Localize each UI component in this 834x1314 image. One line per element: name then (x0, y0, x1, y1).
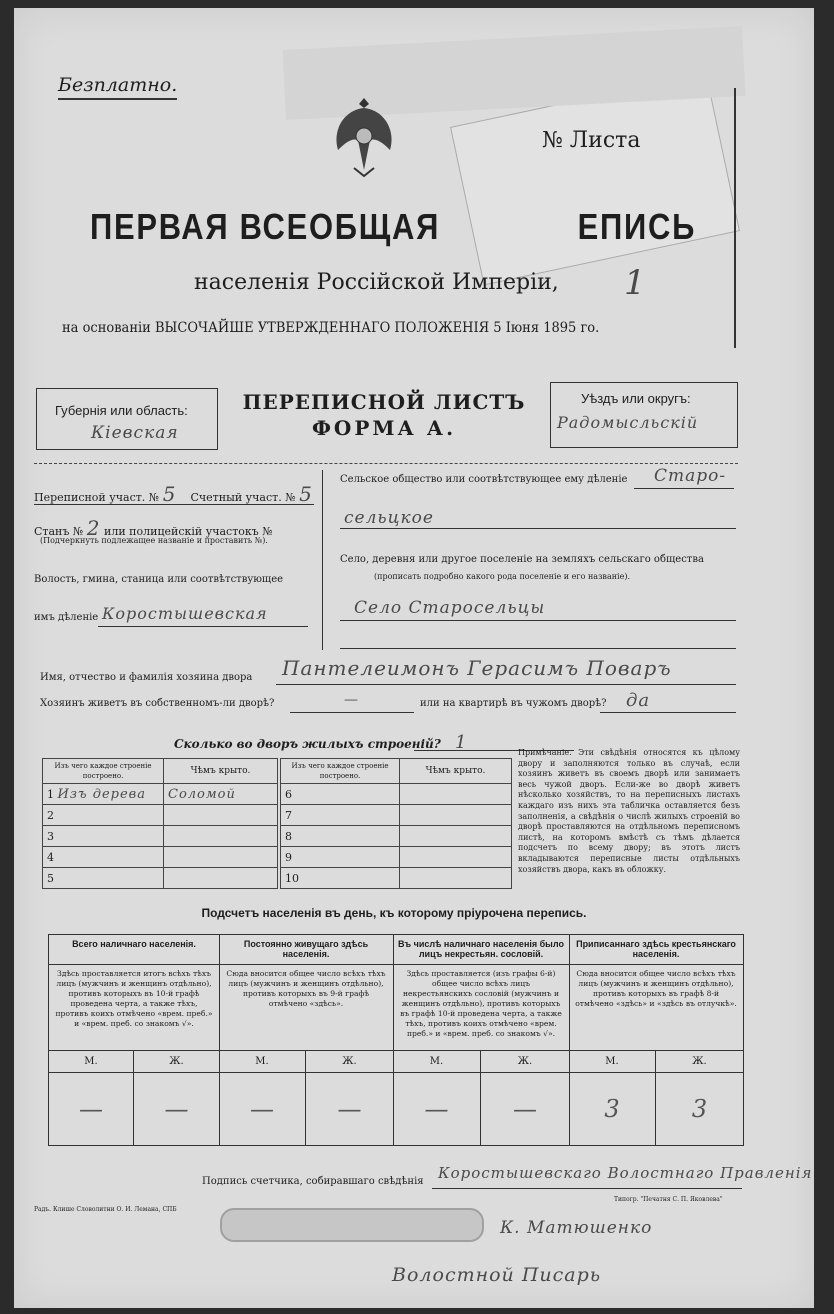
form-title (224, 390, 544, 440)
owner-name-line (276, 684, 736, 685)
province-box (36, 388, 218, 450)
tally-m-label: М. (219, 1051, 306, 1073)
tally-column-desc: Сюда вносится общее число всѣхъ тѣхъ лицъ (мужчинъ и женщинъ отдѣльно), противъ которыхъ въ графѣ 8-й отмѣчено «здѣсь» и «здѣсь въ отлучкѣ». (569, 965, 743, 1051)
census-plot-row (34, 482, 313, 506)
village-line-2 (340, 648, 736, 649)
district-value: Радомысльскій (557, 413, 699, 432)
form-title-line2: ФОРМА А. (311, 416, 457, 440)
row-number: 8 (281, 826, 400, 847)
col-material-head: Изъ чего каждое строеніе построено. (43, 759, 164, 784)
col-roof-head: Чѣмъ крыто. (400, 759, 512, 784)
row-number: 9 (281, 847, 400, 868)
village-line-1 (340, 620, 736, 621)
signature-line (432, 1188, 742, 1189)
row-number: 7 (281, 805, 400, 826)
buildings-note: Примѣчаніе. Эти свѣдѣнія относятся къ цѣлому двору и заполняются только въ случаѣ, если хозяинъ живетъ въ своемъ дворѣ или занимаетъ весь чужой дворъ. Если-же во дворѣ живетъ нѣсколько хозяйствъ, то на переписныхъ листахъ каждаго изъ нихъ эта табличка оставляется безъ заполненія, а свѣдѣнія о числѣ жилыхъ строеній во дворѣ проставляются на отдѣльномъ переписномъ листѣ, на которомъ вмѣстѣ съ тѣмъ дѣлается подсчетъ по всему двору; въ этотъ листъ вкладываются переписные листы отдѣльныхъ хозяйствъ двора, какъ въ обложку. (518, 748, 740, 874)
tally-m-label: М. (49, 1051, 134, 1073)
sheet-number-value: 1 (624, 263, 647, 303)
tally-m-value: — (219, 1073, 306, 1145)
society-label: Сельское общество или соотвѣтствующее ему дѣленіе (340, 474, 628, 485)
right-edge-rule (734, 88, 736, 348)
society-line-2 (340, 528, 736, 529)
volost-label-2: имъ дѣленіе (34, 612, 99, 623)
signature-name: К. Матюшенко (500, 1218, 653, 1238)
table-row (43, 826, 278, 847)
society-value-2: сельцкое (344, 508, 434, 528)
owner-rent-value: да (626, 690, 651, 711)
owner-name-label: Имя, отчество и фамилія хозяина двора (40, 672, 253, 683)
volost-value: Коростышевская (102, 604, 268, 623)
row-number: 2 (43, 805, 164, 826)
tally-m-value: 3 (569, 1073, 656, 1145)
buildings-table-left (42, 758, 278, 889)
stan-value: 2 (86, 516, 101, 540)
tally-column-desc: Здѣсь проставляется (изъ графы 6-й) общее число всѣхъ лицъ некрестьянскихъ сословій (мужчинъ и женщинъ отдѣльно), противъ которыхъ въ графѣ 10-й проведена черта, а также тѣхъ, противъ коихъ отмѣчено «врем. преб.» и «врем. преб. со знакомъ √». (393, 965, 569, 1051)
table-row (281, 805, 512, 826)
village-label: Село, деревня или другое поселеніе на земляхъ сельскаго общества (340, 554, 704, 565)
tally-column (49, 935, 220, 1145)
buildings-question-answer: 1 (455, 732, 468, 753)
free-label: Безплатно. (58, 74, 177, 100)
row-number: 5 (43, 868, 164, 889)
building-roof (164, 847, 278, 868)
district-box (550, 382, 738, 448)
village-note: (прописать подробно какого рода поселеніе и его названіе). (374, 572, 630, 581)
fields-divider (322, 470, 323, 650)
owner-name-value: Пантелеимонъ Герасимъ Поваръ (282, 656, 672, 680)
tally-m-label: М. (393, 1051, 481, 1073)
row-number: 4 (43, 847, 164, 868)
table-row (43, 805, 278, 826)
buildings-question-label: Сколько во дворъ жилыхъ строеній? (174, 737, 441, 751)
underline-note: (Подчеркнуть подлежащее названіе и проставить №). (40, 536, 268, 545)
tally-f-label: Ж. (481, 1051, 569, 1073)
row-number: 10 (281, 868, 400, 889)
tally-m-label: М. (569, 1051, 656, 1073)
tally-column-head: Постоянно живущаго здѣсь населенія. (219, 935, 393, 965)
tally-f-value: 3 (691, 1095, 708, 1123)
row-number: 6 (281, 784, 400, 805)
form-title-line1: ПЕРЕПИСНОЙ ЛИСТЪ (242, 390, 526, 414)
owner-own-label: Хозяинъ живетъ въ собственномъ-ли дворѣ? (40, 698, 275, 709)
society-value-1: Старо- (654, 466, 727, 486)
tally-f-label: Ж. (134, 1051, 219, 1073)
table-row (43, 784, 278, 805)
tally-table (48, 934, 744, 1146)
tally-f-label: Ж. (306, 1051, 393, 1073)
tally-column-desc: Здѣсь проставляется итогъ всѣхъ тѣхъ лицъ (мужчинъ и женщинъ отдѣльно), противъ которыхъ въ 10-й графѣ проведена черта, а также тѣхъ, противъ коихъ отмѣчено «врем. преб.» и «врем. преб. со знакомъ √». (49, 965, 219, 1051)
census-sheet (14, 8, 814, 1308)
tally-column-desc: Сюда вносится общее число всѣхъ тѣхъ лицъ (мужчинъ и женщинъ отдѣльно), противъ которыхъ въ 9-й графѣ отмѣчено «здѣсь». (219, 965, 393, 1051)
province-label: Губернія или область: (55, 403, 188, 418)
village-value: Село Старосельцы (354, 598, 546, 618)
building-roof (164, 805, 278, 826)
owner-rent-line (600, 712, 736, 713)
tally-f-value: — (164, 1095, 189, 1123)
tally-f-value: — (513, 1095, 537, 1123)
col-material-head: Изъ чего каждое строеніе построено. (281, 759, 400, 784)
stamp-smudge (220, 1208, 484, 1242)
owner-rent-label: или на квартирѣ въ чужомъ дворѣ? (420, 698, 607, 709)
census-title-end: ЕПИСЬ (577, 206, 697, 247)
printer-left: Радъ. Клише Словолитни О. И. Лемана, СПБ (34, 1206, 177, 1213)
census-plot-value: 5 (162, 482, 177, 506)
table-row (281, 868, 512, 889)
legal-basis: на основаніи ВЫСОЧАЙШЕ УТВЕРЖДЕННАГО ПОЛОЖЕНІЯ 5 Іюня 1895 го. (62, 320, 600, 336)
tally-column (393, 935, 570, 1145)
tally-column (219, 935, 394, 1145)
table-row (281, 826, 512, 847)
tally-m-value: — (49, 1073, 134, 1145)
tally-f-label: Ж. (656, 1051, 743, 1073)
tally-f-value: — (337, 1095, 362, 1123)
census-plot-label: Переписной участ. № (34, 491, 160, 504)
row-number: 1 (47, 787, 54, 801)
table-row (43, 847, 278, 868)
owner-own-line (290, 712, 414, 713)
row-number: 3 (43, 826, 164, 847)
tally-m-value: — (393, 1073, 481, 1145)
signature-title: Волостной Писарь (392, 1264, 602, 1286)
printer-right: Типогр. "Печатня С. П. Яковлева" (614, 1196, 723, 1203)
col-roof-head: Чѣмъ крыто. (164, 759, 278, 784)
building-material: Изъ дерева (57, 786, 146, 802)
society-line-1 (634, 488, 734, 489)
census-title-main: ПЕРВАЯ ВСЕОБЩАЯ (90, 206, 441, 247)
building-roof (164, 826, 278, 847)
tally-column-head: Приписаннаго здѣсь крестьянскаго населенія. (569, 935, 743, 965)
buildings-table-right (280, 758, 512, 889)
signature-label: Подпись счетчика, собиравшаго свѣдѣнія (202, 1176, 424, 1187)
tally-column (569, 935, 743, 1145)
district-label: Уѣздъ или округъ: (581, 391, 691, 406)
police-label: или полицейскій участокъ № (104, 525, 273, 538)
sheet-number-label: № Листа (542, 128, 641, 153)
table-row (281, 847, 512, 868)
census-subtitle: населенія Россійской Имперіи, (194, 270, 559, 295)
province-value: Кіевская (91, 423, 179, 443)
stan-label: Станъ № (34, 525, 84, 538)
building-roof (164, 868, 278, 889)
table-row (43, 868, 278, 889)
signature-value: Коростышевскаго Волостнаго Правленія (438, 1164, 813, 1182)
building-roof: Соломой (164, 784, 278, 805)
count-plot-label: Счетный участ. № (190, 491, 296, 504)
volost-label: Волость, гмина, станица или соотвѣтствующее (34, 574, 284, 585)
census-plot-line (34, 504, 314, 505)
table-row (281, 784, 512, 805)
header-divider (34, 463, 738, 464)
imperial-eagle-icon (324, 90, 404, 180)
tally-title: Подсчетъ населенія въ день, къ которому пріурочена перепись. (201, 906, 587, 920)
owner-own-value: — (344, 692, 359, 708)
tally-column-head: Въ числѣ наличнаго населенія было лицъ некрестьян. сословій. (393, 935, 569, 965)
census-title (90, 206, 696, 248)
volost-line (98, 626, 308, 627)
count-plot-value: 5 (299, 482, 313, 506)
tally-column-head: Всего наличнаго населенія. (49, 935, 219, 965)
